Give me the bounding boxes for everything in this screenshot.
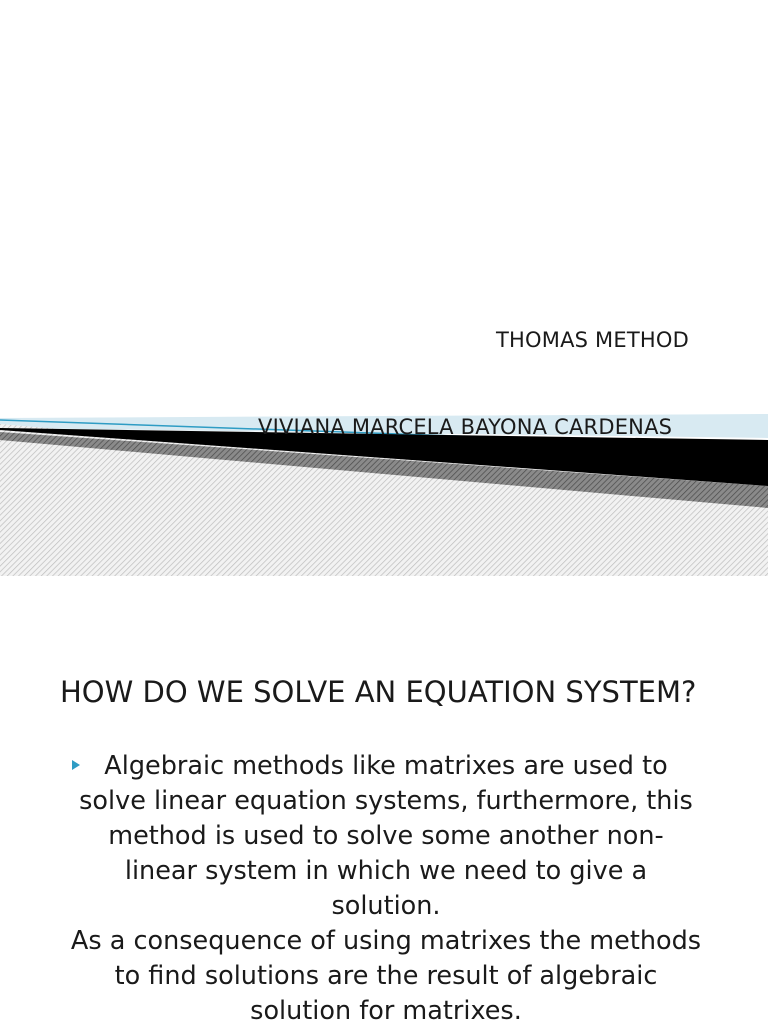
bullet-line: solve linear equation systems, furthermore, this <box>79 786 693 816</box>
bullet-text <box>34 749 738 924</box>
paragraph-text <box>34 924 738 1024</box>
bullet-line: Algebraic methods like matrixes are used to <box>104 751 668 781</box>
slide-title: THOMAS METHOD <box>496 328 689 352</box>
slide-heading: HOW DO WE SOLVE AN EQUATION SYSTEM? <box>60 675 697 709</box>
bullet-line: solution. <box>331 891 441 921</box>
bullet-line: linear system in which we need to give a <box>124 856 648 886</box>
paragraph-line: to find solutions are the result of algebraic <box>114 961 658 991</box>
paragraph-line: As a consequence of using matrixes the methods <box>70 926 702 956</box>
slide-subtitle: VIVIANA MARCELA BAYONA CARDENAS <box>258 415 673 439</box>
paragraph-line: solution for matrixes. <box>250 996 522 1024</box>
bullet-line: method is used to solve some another non- <box>108 821 664 851</box>
content-slide <box>0 576 768 1024</box>
